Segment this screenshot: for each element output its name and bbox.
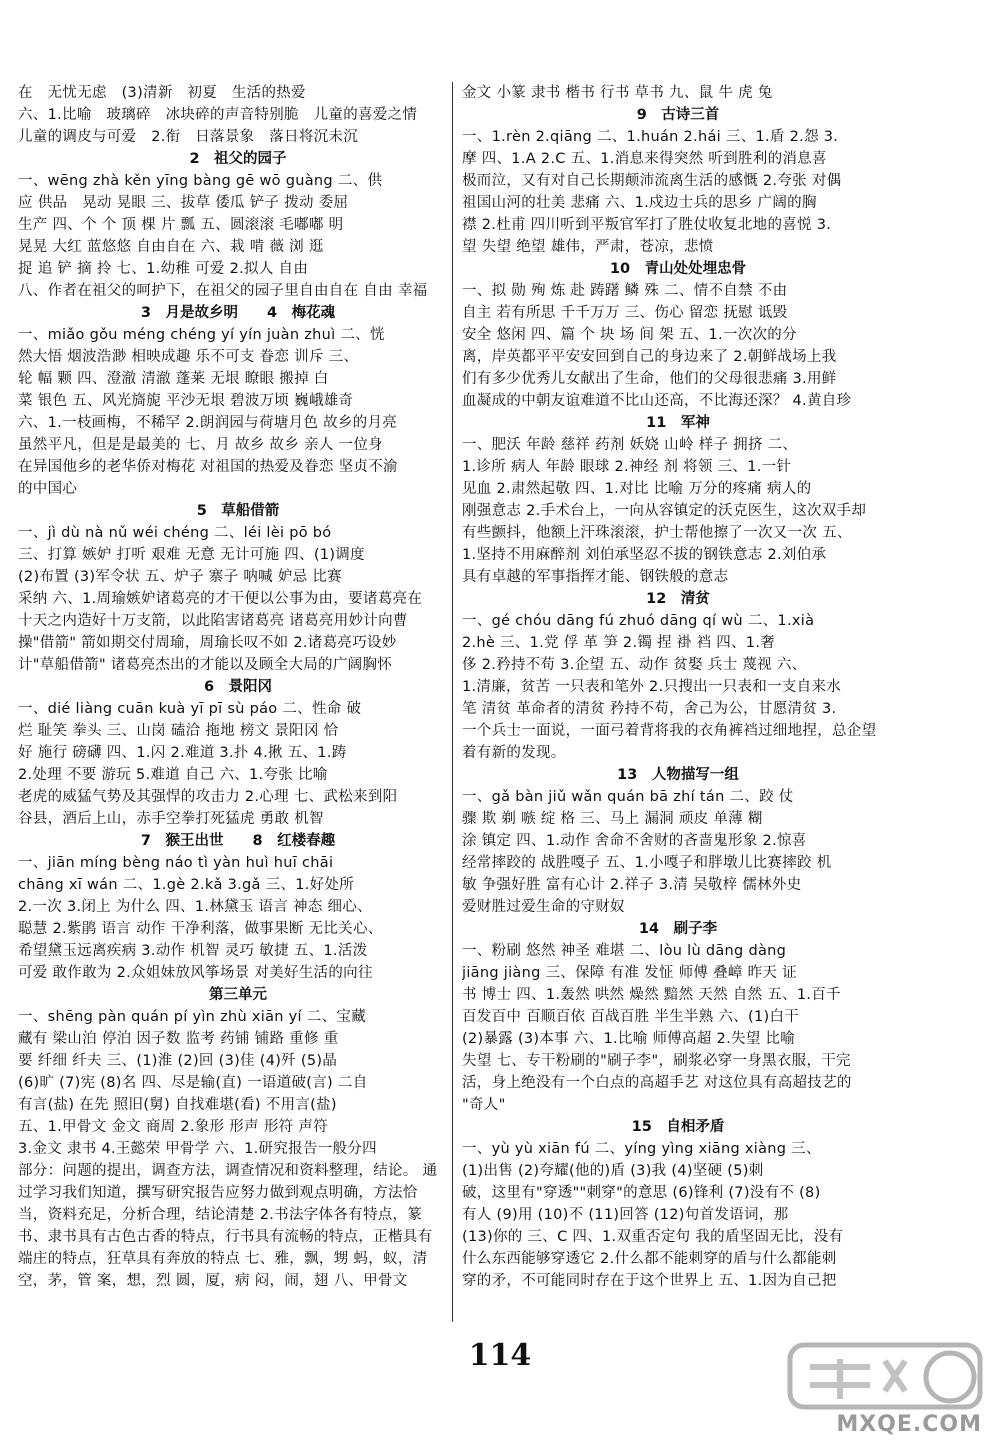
answer-line: 什么东西能够穿透它 2.什么都不能刺穿的盾与什么都能刺	[462, 1251, 837, 1267]
answer-line: 聪慧 2.紫鹃 语言 动作 干净利落，做事果断 无比关心、	[18, 921, 383, 937]
answer-line: 书、隶书具有古色古香的特点，行书具有流畅的特点，正楷具有	[18, 1229, 433, 1245]
answer-line: 笔 清贫 革命者的清贫 矜持不苟，舍己为公，甘愿清贫 3.	[462, 701, 837, 717]
lesson-heading: 5 草船借箭	[196, 503, 280, 519]
lesson-heading: 14 刷子李	[638, 921, 718, 937]
lesson-heading: 3 月是故乡明 4 梅花魂	[140, 305, 336, 321]
answer-line: 有人 (9)用 (10)不 (11)回答 (12)句首发语词，那	[462, 1207, 789, 1223]
answer-line: 当，资料充足，分析合理，结论清楚 2.书法字体各有特点，篆	[18, 1207, 423, 1223]
answer-line: 捉 追 铲 摘 拎 七、1.幼稚 可爱 2.拟人 自由	[18, 261, 309, 277]
lesson-heading: 15 自相矛盾	[631, 1119, 725, 1135]
answer-line: (13)你的 三、C 四、1.双重否定句 我的盾坚固无比，没有	[462, 1229, 844, 1245]
answer-line: 爱财胜过爱生命的守财奴	[462, 899, 625, 915]
answer-line: 的中国心	[18, 481, 78, 497]
answer-line: 一、dié liàng cuān kuà yī pī sù páo 二、性命 破	[18, 701, 362, 717]
answer-line: 金文 小篆 隶书 楷书 行书 草书 九、鼠 牛 虎 兔	[462, 85, 773, 101]
answer-line: 见血 2.肃然起敬 四、1.对比 比喻 万分的疼痛 病人的	[462, 481, 812, 497]
answer-line: 血凝成的中朝友谊难道不比山还高，不比海还深？ 4.黄自珍	[462, 393, 852, 409]
answer-line: 3.金文 隶书 4.王懿荣 甲骨学 六、1.研究报告一般分四	[18, 1141, 377, 1157]
answer-line: 应 供品 晃动 晃眼 三、拔草 倭瓜 铲子 拨动 委屈	[18, 195, 349, 211]
lesson-heading: 第三单元	[209, 987, 267, 1003]
answer-line: 要 纤细 纤夫 三、(1)淮 (2)回 (3)佳 (4)歼 (5)晶	[18, 1053, 338, 1069]
answer-line: 刚强意志 2.手术台上，一向从容镇定的沃克医生，这次双手却	[462, 503, 867, 519]
answer-line: 着有新的发现。	[462, 745, 566, 761]
answer-line: 八、作者在祖父的呵护下，在祖父的园子里自由自在 自由 幸福	[18, 283, 428, 299]
answer-line: 轮 幅 颗 四、澄澈 清澈 蓬莱 无垠 瞭眼 搬掉 白	[18, 371, 329, 387]
answer-line: 可爱 敢作敢为 2.众姐妹放风筝场景 对美好生活的向往	[18, 965, 373, 981]
answer-line: 空，茅，管 案，想，烈 圆，厦，病 闷，闹，翅 八、甲骨文	[18, 1273, 408, 1289]
answer-line: 一、gǎ bàn jiǔ wǎn quán bā zhí tán 二、跤 仗	[462, 789, 794, 805]
answer-line: 一、粉刷 悠然 神圣 难堪 二、lòu lù dāng dàng	[462, 943, 787, 959]
answer-line: 具有卓越的军事指挥才能、钢铁般的意志	[462, 569, 729, 585]
watermark-logo	[780, 1337, 990, 1437]
answer-line: 有言(盐) 在先 照旧(舅) 自找难堪(看) 不用言(盐)	[18, 1097, 337, 1113]
answer-line: 一、1.rèn 2.qiāng 二、1.huán 2.hái 三、1.盾 2.怨 3.	[462, 129, 839, 145]
answer-line: 经常摔跤的 战胜嘎子 五、1.小嘎子和胖墩儿比赛摔跤 机	[462, 855, 832, 871]
lesson-heading: 9 古诗三首	[636, 107, 720, 123]
lesson-heading: 12 清贫	[646, 591, 710, 607]
answer-line: 穿的矛，不可能同时存在于这个世界上 五、1.因为自己把	[462, 1273, 837, 1289]
answer-line: 六、1.比喻 玻璃碎 冰块碎的声音特别脆 儿童的喜爱之情	[18, 107, 418, 123]
answer-line: 1.清廉，贫苦 一只表和笔外 2.只搜出一只表和一支自来水	[462, 679, 842, 695]
answer-line: 藏有 梁山泊 停泊 因子数 监考 药铺 铺路 重修 重	[18, 1031, 339, 1047]
answer-line: (6)旷 (7)宪 (8)名 四、尽是输(直) 一语道破(言) 二自	[18, 1075, 368, 1091]
answer-line: 晃晃 大红 蓝悠悠 自由自在 六、栽 啃 薇 浏 逛	[18, 239, 324, 255]
answer-line: 祖国山河的壮美 悲痛 六、1.戍边士兵的思乡 广阔的胸	[462, 195, 817, 211]
answer-line: 六、1.一枝画梅，不稀罕 2.朗润园与荷塘月色 故乡的月亮	[18, 415, 398, 431]
answer-line: 书 博士 四、1.轰然 哄然 燥然 黯然 天然 自然 五、1.百千	[462, 987, 841, 1003]
answer-line: 们有多少优秀儿女献出了生命，他们的父母很悲痛 3.用鲜	[462, 371, 837, 387]
answer-line: 五、1.甲骨文 金文 商周 2.象形 形声 形符 声符	[18, 1119, 328, 1135]
lesson-heading: 10 青山处处埋忠骨	[609, 261, 747, 277]
answer-line: (2)暴露 (3)本事 六、1.比喻 师傅高超 2.失望 比喻	[462, 1031, 796, 1047]
lesson-heading: 11 军神	[646, 415, 710, 431]
answer-line: 端庄的特点，狂草具有奔放的特点 七、雅，飘，甥 蚂，蚁，清	[18, 1251, 428, 1267]
lesson-heading: 6 景阳冈	[203, 679, 273, 695]
answer-line: 在异国他乡的老华侨对梅花 对祖国的热爱及眷恋 坚贞不渝	[18, 459, 398, 475]
page-number: 114	[468, 1338, 532, 1373]
answer-line: 百发百中 百顺百依 百战百胜 半生半熟 六、(1)白干	[462, 1009, 800, 1025]
answer-line: 自主 若有所思 千千万万 三、伤心 留恋 抚慰 诋毁	[462, 305, 788, 321]
answer-line: "奇人"	[462, 1097, 506, 1113]
answer-line: 侈 2.矜持不苟 3.企望 五、动作 贫娶 兵士 蔑视 六、	[462, 657, 807, 673]
answer-line: 采纳 六、1.周瑜嫉妒诸葛亮的才干便以公事为由，要诸葛亮在	[18, 591, 423, 607]
answer-line: 三、打算 嫉妒 打听 艰难 无意 无计可施 四、(1)调度	[18, 547, 365, 563]
answer-line: 一、wēng zhà kěn yīng bàng gē wō guàng 二、供	[18, 173, 383, 189]
answer-line: 2.一次 3.闭上 为什么 四、1.林黛玉 语言 神态 细心、	[18, 899, 372, 915]
column-divider	[452, 82, 453, 1322]
answer-line: 好 施行 磅礴 四、1.闪 2.难道 3.扑 4.揪 五、1.踌	[18, 745, 347, 761]
answer-line: 骤 欺 剃 嗾 绽 格 三、马上 漏洞 顽皮 单薄 糊	[462, 811, 763, 827]
answer-line: 老虎的威猛气势及其强悍的攻击力 2.心理 七、武松来到阳	[18, 789, 398, 805]
answer-line: 1.诊所 病人 年龄 眼球 2.神经 剂 将领 三、1.一针	[462, 459, 792, 475]
answer-line: 虽然平凡，但是是最美的 七、月 故乡 故乡 亲人 一位身	[18, 437, 383, 453]
right-column	[462, 82, 894, 1292]
answer-line: 一、gé chóu dāng fú zhuó dāng qí wù 二、1.xià	[462, 613, 815, 629]
answer-line: 一、jì dù nà nǔ wéi chéng 二、léi lèi pō bó	[18, 525, 332, 541]
answer-line: 2.处理 不要 游玩 5.难道 自己 六、1.夸张 比喻	[18, 767, 328, 783]
lesson-heading: 13 人物描写一组	[617, 767, 739, 783]
answer-line: 极而泣，又有对自己长期颠沛流离生活的感慨 2.夸张 对偶	[462, 173, 842, 189]
answer-line: 过学习我们知道，撰写研究报告应努力做到观点明确，方法恰	[18, 1185, 418, 1201]
answer-line: 一、肥沃 年龄 慈祥 药剂 妖娆 山岭 样子 拥挤 二、	[462, 437, 798, 453]
left-column	[18, 82, 458, 1292]
answer-line: 十天之内造好十万支箭，以此陷害诸葛亮 诸葛亮用妙计向曹	[18, 613, 408, 629]
answer-line: jiāng jiàng 三、保障 有准 发怔 师傅 叠嶂 昨天 证	[462, 965, 797, 981]
answer-line: (1)出售 (2)夸耀(他的)盾 (3)我 (4)坚硬 (5)刺	[462, 1163, 764, 1179]
answer-line: 然大悟 烟波浩渺 相映成趣 乐不可支 眷恋 训斥 三、	[18, 349, 359, 365]
answer-line: 一、shēng pàn quán pí yìn zhù xiān yí 二、宝藏	[18, 1009, 366, 1025]
answer-line: 一、拟 勋 殉 炼 赴 踌躇 鳞 殊 二、情不自禁 不由	[462, 283, 788, 299]
answer-line: 一、jiān míng bèng náo tì yàn huì huī chāi	[18, 855, 334, 871]
answer-line: 涂 镇定 四、1.动作 舍命不舍财的吝啬鬼形象 2.惊喜	[462, 833, 807, 849]
answer-line: 菜 银色 五、风光旖旎 平沙无垠 碧波万顷 巍峨雄奇	[18, 393, 354, 409]
answer-line: 1.坚持不用麻醉剂 刘伯承坚忍不拔的钢铁意志 2.刘伯承	[462, 547, 827, 563]
watermark-text: MXQE.COM	[836, 1412, 982, 1437]
answer-line: 一个兵士一面说，一面弓着背将我的衣角裤裆过细地捏，总企望	[462, 723, 877, 739]
answer-line: 生产 四、个 个 顶 棵 片 瓢 五、圆滚滚 毛嘟嘟 明	[18, 217, 344, 233]
lesson-heading: 2 祖父的园子	[189, 151, 287, 167]
answer-line: 操"借箭" 箭如期交付周瑜，周瑜长叹不如 2.诸葛亮巧设妙	[18, 635, 397, 651]
answer-line: 谷县，酒后上山，赤手空拳打死猛虎 勇敢 机智	[18, 811, 324, 827]
answer-line: 摩 四、1.A 2.C 五、1.消息来得突然 听到胜利的消息喜	[462, 151, 827, 167]
answer-line: 在 无忧无虑 (3)清新 初夏 生活的热爱	[18, 85, 306, 101]
answer-line: 儿童的调皮与可爱 2.衔 日落景象 落日将沉未沉	[18, 129, 359, 145]
answer-line: 希望黛玉远离疾病 3.动作 机智 灵巧 敏捷 五、1.活泼	[18, 943, 368, 959]
answer-line: 2.hè 三、1.党 俘 革 笋 2.镯 捏 褂 裆 四、1.奢	[462, 635, 776, 651]
answer-line: 烂 耻笑 拳头 三、山岗 磕洽 拖地 榜文 景阳冈 恰	[18, 723, 339, 739]
answer-line: 襟 2.杜甫 四川听到平叛官军打了胜仗收复北地的喜悦 3.	[462, 217, 832, 233]
answer-line: chāng xī wán 二、1.gè 2.kǎ 3.gǎ 三、1.好处所	[18, 877, 355, 893]
answer-line: 离，岸英都平平安安回到自己的身边来了 2.朝鲜战场上我	[462, 349, 837, 365]
answer-line: 失望 七、专干粉刷的"刷子李"，刷浆必穿一身黑衣服，干完	[462, 1053, 851, 1069]
answer-line: 一、yù yù xiān fú 二、yíng yìng xiāng xiàng 三、	[462, 1141, 821, 1157]
answer-line: 计"草船借箭" 诸葛亮杰出的才能以及顾全大局的广阔胸怀	[18, 657, 393, 673]
answer-line: (2)布置 (3)军令状 五、炉子 寨子 呐喊 妒忌 比赛	[18, 569, 342, 585]
answer-line: 活，身上绝没有一个白点的高超手艺 对这位具有高超技艺的	[462, 1075, 852, 1091]
answer-line: 一、miǎo gǒu méng chéng yí yín juàn zhuì 二、恍	[18, 327, 385, 343]
answer-line: 有些颤抖，他额上汗珠滚滚，护士帮他擦了一次又一次 五、	[462, 525, 852, 541]
answer-line: 破，这里有"穿透""刺穿"的意思 (6)锋利 (7)没有不 (8)	[462, 1185, 821, 1201]
lesson-heading: 7 猴王出世 8 红楼春趣	[140, 833, 336, 849]
answer-line: 望 失望 绝望 雄伟，严肃，苍凉，悲愤	[462, 239, 714, 255]
answer-line: 部分：问题的提出，调查方法，调查情况和资料整理，结论。 通	[18, 1163, 438, 1179]
answer-line: 安全 悠闲 四、篇 个 块 场 间 架 五、1.一次次的分	[462, 327, 797, 343]
answer-line: 敏 争强好胜 富有心计 2.祥子 3.清 吴敬梓 儒林外史	[462, 877, 802, 893]
